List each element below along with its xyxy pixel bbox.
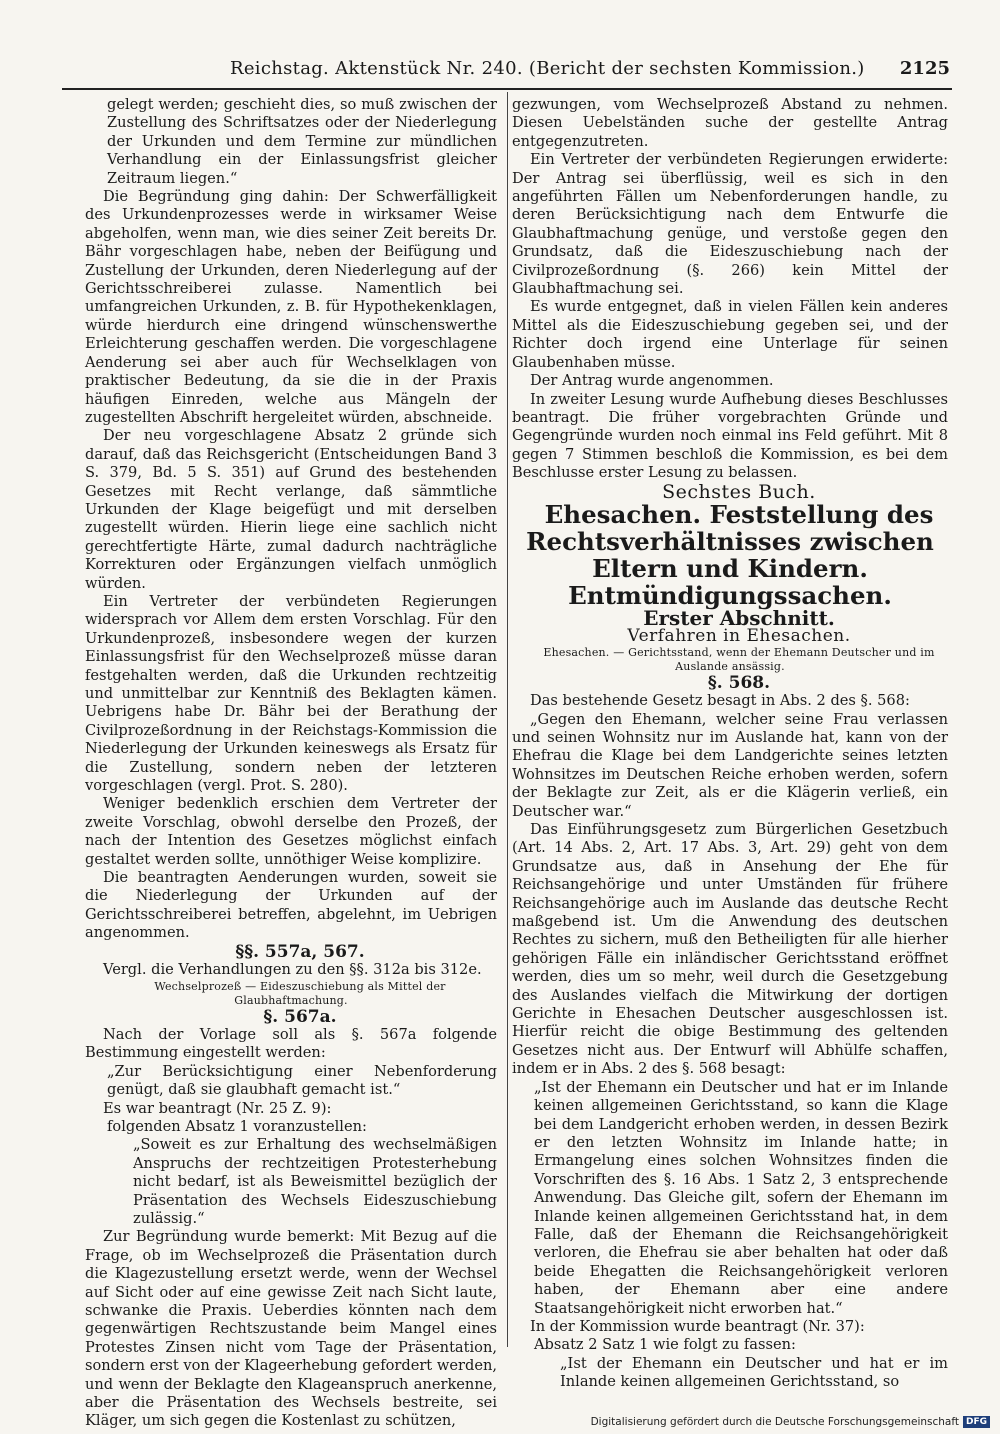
paragraph: Nach der Vorlage soll als §. 567a folgende Bestimmung eingestellt werden:	[85, 1025, 497, 1062]
header-title: Reichstag. Aktenstück Nr. 240. (Bericht der sechsten Kommission.)	[230, 58, 865, 79]
paragraph: Das bestehende Gesetz besagt in Abs. 2 des §. 568:	[530, 692, 910, 710]
paragraph: Die Begründung ging dahin: Der Schwerfälligkeit des Urkundenprozesses werde in wirksamer Weise abgeholfen, wenn man, wie dies seiner Zeit bereits Dr. Bähr vorgeschlagen habe, neben der Beifügung und Zustellung der Urkunden, deren Niederlegung auf der Gerichtsschreiberei zulasse. Namentlich bei umfangreichen Urkunden, z. B. für Hypothekenklagen, würde hierdurch eine dringend wünschenswerthe Erleichterung geschaffen werden. Die vorgeschlagene Aenderung sei aber auch für Wechselklagen von praktischer Bedeutung, da sie die in der Praxis häufigen Einreden, welche aus Mängeln der zugestellten Abschrift hergeleitet würden, abschneide.	[85, 188, 497, 426]
quoted-text: „Soweit es zur Erhaltung des wechselmäßigen Anspruchs der rechtzeitigen Protesterhebung nicht bedarf, ist als Beweismittel bezüglich der Präsentation des Wechsels Eideszuschiebung zulässig.“	[133, 1136, 497, 1227]
paragraph: gezwungen, vom Wechselprozeß Abstand zu nehmen. Diesen Uebelständen suche der gestellte Antrag entgegenzutreten.	[512, 96, 948, 150]
marginal-note: Ehesachen. — Gerichtsstand, wenn der Ehemann Deutscher und im Auslande ansässig.	[543, 645, 935, 673]
header-rule	[62, 88, 952, 90]
quoted-text: Absatz 2 Satz 1 wie folgt zu fassen:	[534, 1336, 796, 1354]
paragraph: In der Kommission wurde beantragt (Nr. 37):	[530, 1317, 865, 1335]
page-number: 2125	[899, 58, 950, 79]
paragraph: Der Antrag wurde angenommen.	[530, 372, 774, 390]
dfg-logo: DFG	[963, 1416, 990, 1428]
paragraph: Es wurde entgegnet, daß in vielen Fällen kein anderes Mittel als die Eideszuschiebung gegeben sei, und der Richter doch irgend eine Unterlage für seinen Glaubenhaben müsse.	[512, 298, 948, 371]
paragraph: Das Einführungsgesetz zum Bürgerlichen Gesetzbuch (Art. 14 Abs. 2, Art. 17 Abs. 3, Art. 29) geht von dem Grundsatze aus, daß in Ansehung der Ehe für Reichsangehörige und unter Umständen für frühere Reichsangehörige auch im Auslande das deutsche Recht maßgebend ist. Um die Anwendung des deutschen Rechtes zu sichern, muß den Betheiligten für alle hierher gehörigen Fälle ein inländischer Gerichtsstand eröffnet werden, dies um so mehr, weil durch die Gesetzgebung des Auslandes vielfach die Mitwirkung der dortigen Gerichte in Ehesachen Deutscher ausgeschlossen ist. Hierfür reicht die obige Bestimmung des geltenden Gesetzes nicht aus. Der Entwurf will Abhülfe schaffen, indem er in Abs. 2 des §. 568 besagt:	[512, 821, 948, 1078]
section-heading: §. 567a.	[263, 1006, 337, 1027]
paragraph: Ein Vertreter der verbündeten Regierungen erwiderte: Der Antrag sei überflüssig, weil es sich in den angeführten Fällen um Nebenforderungen handle, zu deren Berücksichtigung nach dem Entwurfe die Glaubhaftmachung genüge, und verstoße gegen den Grundsatz, daß die Eideszuschiebung nach der Civilprozeßordnung (§. 266) kein Mittel der Glaubhaftmachung sei.	[512, 151, 948, 298]
quoted-text: „Zur Berücksichtigung einer Nebenforderung genügt, daß sie glaubhaft gemacht ist.“	[107, 1062, 497, 1099]
section-heading: §§. 557a, 567.	[235, 941, 365, 962]
quoted-text: folgenden Absatz 1 voranzustellen:	[107, 1117, 367, 1135]
quoted-text: gelegt werden; geschieht dies, so muß zwischen der Zustellung des Schriftsatzes oder der Niederlegung der Urkunden und dem Termine zur mündlichen Verhandlung ein der Einlassungsfrist gleicher Zeitraum liegen.“	[107, 96, 497, 187]
running-header	[230, 58, 950, 86]
paragraph: Zur Begründung wurde bemerkt: Mit Bezug auf die Frage, ob im Wechselprozeß die Präsentation durch die Klagezustellung ersetzt werde, wenn der Wechsel auf Sicht oder auf eine gewisse Zeit nach Sicht laute, schwanke die Praxis. Ueberdies könnten nach dem gegenwärtigen Rechtszustande beim Mangel eines Protestes Zinsen nicht vom Tage der Präsentation, sondern erst von der Klageerhebung gefordert werden, und wenn der Beklagte den Klageanspruch anerkenne, aber die Präsentation des Wechsels bestreite, sei Kläger, um sich gegen die Kostenlast zu schützen,	[85, 1228, 497, 1430]
paragraph: Vergl. die Verhandlungen zu den §§. 312a bis 312e.	[103, 961, 482, 979]
chapter-subtitle: Verfahren in Ehesachen.	[627, 626, 851, 647]
paragraph: In zweiter Lesung wurde Aufhebung dieses Beschlusses beantragt. Die früher vorgebrachten Gründe und Gegengründe wurden noch einmal ins Feld geführt. Mit 8 gegen 7 Stimmen beschloß die Kommission, es bei dem Beschlusse erster Lesung zu belassen.	[512, 390, 948, 482]
paragraph: Weniger bedenklich erschien dem Vertreter der zweite Vorschlag, obwohl derselbe den Prozeß, der nach der Intention des Gesetzes möglichst einfach gestaltet werden sollte, unnöthiger Weise komplizire.	[85, 795, 497, 868]
quoted-text: „Ist der Ehemann ein Deutscher und hat er im Inlande keinen allgemeinen Gerichtsstand, so kann die Klage bei dem Landgericht erhoben werden, in dessen Bezirk er den letzten Wohnsitz im Inlande hatte; in Ermangelung eines solchen Wohnsitzes finden die Vorschriften des §. 16 Abs. 1 Satz 2, 3 entsprechende Anwendung. Das Gleiche gilt, sofern der Ehemann im Inlande keinen allgemeinen Gerichtsstand hat, in dem Falle, daß der Ehemann die Reichsangehörigkeit verloren, die Ehefrau sie aber behalten hat oder daß beide Ehegatten die Reichsangehörigkeit verloren haben, der Ehemann aber eine andere Staatsangehörigkeit nicht erworben hat.“	[534, 1078, 948, 1317]
marginal-note: Wechselprozeß — Eideszuschiebung als Mittel der Glaubhaftmachung.	[154, 979, 446, 1007]
funding-note: Digitalisierung gefördert durch die Deutsche Forschungsgemeinschaft	[590, 1416, 959, 1428]
chapter-heading: Erster Abschnitt.	[643, 605, 835, 630]
left-column	[85, 96, 497, 1431]
quoted-text: „Ist der Ehemann ein Deutscher und hat er im Inlande keinen allgemeinen Gerichtsstand, so	[560, 1354, 948, 1391]
book-heading: Sechstes Buch.	[662, 480, 816, 503]
section-heading: §. 568.	[707, 672, 771, 693]
paragraph: Ein Vertreter der verbündeten Regierungen widersprach vor Allem dem ersten Vorschlag. Für den Urkundenprozeß, insbesondere wegen der kurzen Einlassungsfrist für den Wechselprozeß müsse daran festgehalten werden, daß die Urkunden rechtzeitig und unmittelbar zur Kenntniß des Beklagten kämen. Uebrigens habe Dr. Bähr bei der Berathung der Civilprozeßordnung in der Reichstags-Kommission die Niederlegung der Urkunden keineswegs als Ersatz für die Zustellung, sondern neben der letzteren vorgeschlagen (vergl. Prot. S. 280).	[85, 592, 497, 795]
right-column	[512, 96, 948, 1392]
book-title: Ehesachen. Feststellung des Rechtsverhältnisses zwischen Eltern und Kindern. Entmündigungssachen.	[526, 499, 934, 610]
column-divider	[507, 92, 508, 1347]
paragraph: Die beantragten Aenderungen wurden, soweit sie die Niederlegung der Urkunden auf der Gerichtsschreiberei betreffen, abgelehnt, im Uebrigen angenommen.	[85, 869, 497, 942]
footer	[591, 1416, 990, 1428]
paragraph: Der neu vorgeschlagene Absatz 2 gründe sich darauf, daß das Reichsgericht (Entscheidungen Band 3 S. 379, Bd. 5 S. 351) auf Grund des bestehenden Gesetzes mit Recht verlange, daß sämmtliche Urkunden der Klage beigefügt und mit derselben zugestellt würden. Hierin liege eine sachlich nicht gerechtfertigte Härte, zumal dadurch nachträgliche Korrekturen oder Ergänzungen vielfach unmöglich würden.	[85, 427, 497, 592]
paragraph: „Gegen den Ehemann, welcher seine Frau verlassen und seinen Wohnsitz nur im Auslande hat, kann von der Ehefrau die Klage bei dem Landgerichte seines letzten Wohnsitzes im Deutschen Reiche erhoben werden, sofern der Beklagte zur Zeit, als er die Klägerin verließ, ein Deutscher war.“	[512, 710, 948, 820]
paragraph: Es war beantragt (Nr. 25 Z. 9):	[103, 1099, 332, 1117]
